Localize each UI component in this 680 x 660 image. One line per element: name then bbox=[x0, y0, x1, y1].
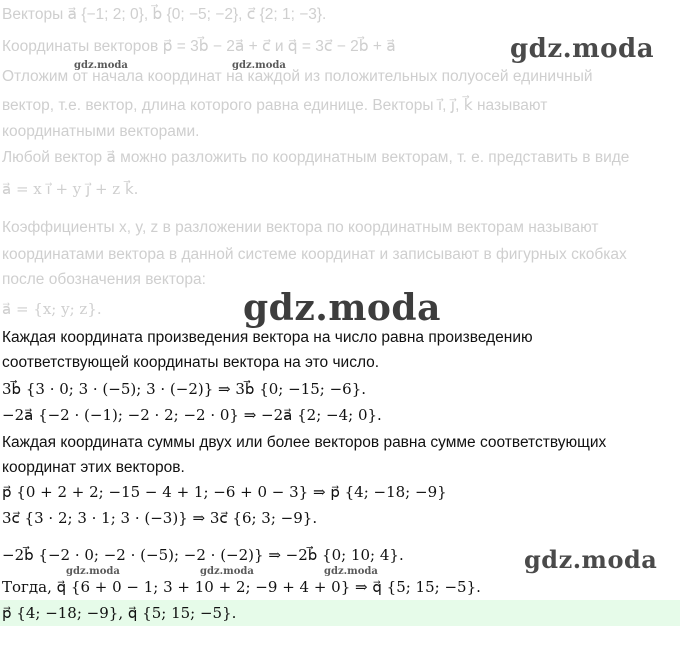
equation-6-text: Тогда, q⃗ {6 + 0 − 1; 3 + 10 + 2; −9 + 4 + 0} ⇒ q⃗ {5; 15; −5}. bbox=[2, 578, 481, 596]
watermark-small-3: gdz.moda bbox=[66, 566, 120, 577]
rule-2-line-a: Каждая координата суммы двух или более векторов равна сумме соответствующих bbox=[2, 434, 607, 451]
rule-2-line-b: координат этих векторов. bbox=[2, 459, 185, 476]
faded-line-6: Любой вектор a⃗ можно разложить по координатным векторам, т. е. представить в виде bbox=[2, 149, 630, 166]
watermark-small-5: gdz.moda bbox=[324, 566, 378, 577]
equation-4: 3c⃗ {3 · 2; 3 · 1; 3 · (−3)} ⇒ 3c⃗ {6; 3; −9}. bbox=[2, 509, 318, 527]
equation-3: p⃗ {0 + 2 + 2; −15 − 4 + 1; −6 + 0 − 3} ⇒ p⃗ {4; −18; −9} bbox=[2, 483, 447, 501]
faded-line-8: Коэффициенты x, y, z в разложении вектора по координатным векторам называют bbox=[2, 219, 599, 236]
faded-line-10: после обозначения вектора: bbox=[2, 271, 206, 288]
equation-2: −2a⃗ {−2 · (−1); −2 · 2; −2 · 0} ⇒ −2a⃗ {2; −4; 0}. bbox=[2, 406, 382, 424]
watermark-small-2: gdz.moda bbox=[232, 60, 286, 71]
rule-1-line-b: соответствующей координаты вектора на это число. bbox=[2, 354, 380, 371]
faded-line-2: Координаты векторов p⃗ = 3b⃗ − 2a⃗ + c⃗ и q⃗ = 3c⃗ − 2b⃗ + a⃗ bbox=[2, 38, 396, 55]
final-answer: p⃗ {4; −18; −9}, q⃗ {5; 15; −5}. bbox=[2, 604, 237, 622]
watermark-small-4: gdz.moda bbox=[200, 566, 254, 577]
watermark-top-right: gdz.moda bbox=[510, 34, 655, 64]
equation-6 bbox=[2, 576, 481, 599]
equation-5: −2b⃗ {−2 · 0; −2 · (−5); −2 · (−2)} ⇒ −2b⃗ {0; 10; 4}. bbox=[2, 546, 404, 564]
watermark-small-1: gdz.moda bbox=[74, 60, 128, 71]
rule-1-line-a: Каждая координата произведения вектора на число равна произведению bbox=[2, 329, 533, 346]
faded-line-11: a⃗ = {x; y; z}. bbox=[2, 300, 102, 318]
faded-line-1: Векторы a⃗ {−1; 2; 0}, b⃗ {0; −5; −2}, c⃗ {2; 1; −3}. bbox=[2, 6, 327, 23]
watermark-center: gdz.moda bbox=[243, 287, 441, 329]
equation-1: 3b⃗ {3 · 0; 3 · (−5); 3 · (−2)} ⇒ 3b⃗ {0; −15; −6}. bbox=[2, 380, 367, 398]
faded-line-9: координатами вектора в данной системе координат и записывают в фигурных скобках bbox=[2, 246, 627, 263]
faded-line-7: a⃗ = x i⃗ + y j⃗ + z k⃗. bbox=[2, 180, 139, 198]
watermark-bottom-right: gdz.moda bbox=[524, 545, 658, 574]
faded-line-4: вектор, т.е. вектор, длина которого равна единице. Векторы i⃗, j⃗, k⃗ называют bbox=[2, 97, 548, 114]
faded-line-3: Отложим от начала координат на каждой из положительных полуосей единичный bbox=[2, 68, 593, 85]
faded-line-5: координатными векторами. bbox=[2, 123, 200, 140]
